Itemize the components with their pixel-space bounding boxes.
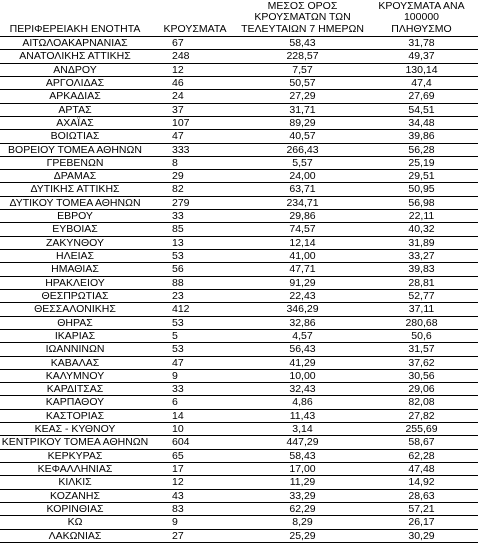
cell-cases: 8	[172, 156, 178, 169]
cell-cases: 29	[172, 170, 184, 183]
table-row	[0, 90, 478, 103]
cell-per100k: 22,11	[408, 210, 435, 223]
cell-cases: 333	[172, 143, 190, 156]
table-row	[0, 197, 478, 210]
cell-avg7: 12,14	[289, 236, 316, 249]
cell-region: ΓΡΕΒΕΝΩΝ	[46, 156, 104, 169]
cell-region: ΚΕΝΤΡΙΚΟΥ ΤΟΜΕΑ ΑΘΗΝΩΝ	[1, 436, 149, 449]
cell-avg7: 11,29	[289, 476, 316, 489]
cell-per100k: 50,6	[411, 329, 432, 342]
table-row	[0, 450, 478, 463]
cell-avg7: 24,00	[289, 170, 316, 183]
cell-per100k: 39,86	[408, 130, 435, 143]
cell-avg7: 41,00	[289, 250, 316, 262]
cell-region: ΚΑΛΥΜΝΟΥ	[45, 369, 105, 382]
cell-region: ΚΑΣΤΟΡΙΑΣ	[45, 409, 105, 422]
cell-cases: 279	[172, 196, 190, 209]
cell-region: ΗΜΑΘΙΑΣ	[51, 263, 99, 276]
cell-cases: 14	[172, 409, 184, 422]
table-row	[0, 50, 478, 63]
table-row	[0, 77, 478, 90]
cell-per100k: 54,51	[408, 103, 435, 116]
cell-avg7: 47,71	[289, 263, 316, 276]
cell-per100k: 47,48	[408, 463, 435, 475]
table-row	[0, 410, 478, 423]
table-body	[0, 37, 478, 543]
cell-per100k: 27,82	[408, 409, 435, 422]
cell-region: ΕΒΡΟΥ	[57, 210, 93, 223]
cell-per100k: 130,14	[405, 63, 438, 76]
cell-per100k: 62,28	[408, 449, 435, 462]
cell-region: ΚΑΒΑΛΑΣ	[50, 356, 100, 369]
cell-cases: 23	[172, 289, 184, 302]
cell-cases: 5	[172, 329, 178, 342]
cell-region: ΗΛΕΙΑΣ	[55, 250, 94, 262]
cell-avg7: 74,57	[289, 223, 316, 236]
cell-cases: 56	[172, 263, 184, 276]
cell-region: ΒΟΙΩΤΙΑΣ	[50, 130, 100, 143]
cell-per100k: 31,78	[408, 37, 435, 49]
cell-cases: 9	[172, 369, 178, 382]
table-row	[0, 263, 478, 276]
cell-cases: 604	[172, 436, 190, 449]
cell-cases: 10	[172, 423, 184, 436]
cell-cases: 24	[172, 90, 184, 103]
cell-region: ΑΝΔΡΟΥ	[53, 63, 97, 76]
cell-per100k: 255,69	[405, 423, 438, 436]
table-row	[0, 117, 478, 130]
table-row	[0, 463, 478, 476]
cell-avg7: 5,57	[292, 156, 313, 169]
cell-cases: 46	[172, 76, 184, 89]
header-region: ΠΕΡΙΦΕΡΕΙΑΚΗ ΕΝΟΤΗΤΑ	[9, 22, 141, 35]
cell-region: ΚΕΑΣ - ΚΥΘΝΟΥ	[34, 423, 116, 436]
cell-cases: 83	[172, 502, 184, 515]
header-avg7-line1: ΜΕΣΟΣ ΟΡΟΣ	[267, 0, 338, 12]
cell-avg7: 41,29	[289, 356, 316, 369]
cell-region: ΚΑΡΔΙΤΣΑΣ	[46, 383, 104, 396]
table-row	[0, 303, 478, 316]
cell-per100k: 49,37	[408, 50, 435, 63]
cell-per100k: 34,48	[408, 116, 435, 129]
cell-cases: 248	[172, 50, 190, 63]
cell-cases: 85	[172, 223, 184, 236]
cell-per100k: 28,63	[408, 489, 435, 502]
cell-avg7: 25,29	[289, 529, 316, 542]
cell-region: ΚΟΖΑΝΗΣ	[50, 489, 100, 502]
cell-cases: 53	[172, 250, 184, 262]
cell-per100k: 29,06	[408, 383, 435, 396]
cell-avg7: 32,43	[289, 383, 316, 396]
cell-per100k: 30,56	[408, 369, 435, 382]
cell-avg7: 31,71	[289, 103, 316, 116]
table-row	[0, 530, 478, 543]
cell-region: ΑΙΤΩΛΟΑΚΑΡΝΑΝΙΑΣ	[22, 37, 128, 49]
cell-cases: 33	[172, 210, 184, 223]
header-per100k-line2: ΠΛΗΘΥΣΜΟ	[391, 22, 452, 35]
cell-per100k: 33,27	[408, 250, 435, 262]
cell-avg7: 50,57	[289, 76, 316, 89]
table-row	[0, 383, 478, 396]
cell-region: ΕΥΒΟΙΑΣ	[52, 223, 98, 236]
cell-region: ΗΡΑΚΛΕΙΟΥ	[45, 276, 105, 289]
table-row	[0, 516, 478, 529]
cell-region: ΘΕΣΠΡΩΤΙΑΣ	[41, 289, 109, 302]
cell-cases: 12	[172, 63, 184, 76]
cell-per100k: 280,68	[405, 316, 438, 329]
cell-avg7: 58,43	[289, 37, 316, 49]
header-avg7	[240, 1, 365, 36]
cell-avg7: 234,71	[286, 196, 319, 209]
cell-per100k: 27,69	[408, 90, 435, 103]
cell-avg7: 11,43	[289, 409, 316, 422]
cell-per100k: 14,92	[408, 476, 435, 489]
table-row	[0, 503, 478, 516]
cell-avg7: 3,14	[292, 423, 313, 436]
cell-per100k: 50,95	[408, 183, 435, 196]
table-row	[0, 250, 478, 263]
cell-cases: 9	[172, 516, 178, 529]
cell-cases: 47	[172, 356, 184, 369]
cell-per100k: 26,17	[408, 516, 435, 529]
cell-region: ΑΧΑΪΑΣ	[56, 116, 94, 129]
table-row	[0, 290, 478, 303]
cell-avg7: 29,86	[289, 210, 316, 223]
cell-cases: 65	[172, 449, 184, 462]
table-row	[0, 37, 478, 50]
cell-cases: 43	[172, 489, 184, 502]
table-row	[0, 144, 478, 157]
cell-avg7: 32,86	[289, 316, 316, 329]
cell-per100k: 56,98	[408, 196, 435, 209]
cell-per100k: 28,81	[408, 276, 435, 289]
cell-per100k: 30,29	[408, 529, 435, 542]
cell-cases: 107	[172, 116, 190, 129]
cell-per100k: 58,67	[408, 436, 435, 449]
header-per100k-line1: ΚΡΟΥΣΜΑΤΑ ΑΝΑ 100000	[378, 0, 465, 23]
cell-avg7: 56,43	[289, 343, 316, 356]
cell-avg7: 58,43	[289, 449, 316, 462]
cell-avg7: 40,57	[289, 130, 316, 143]
cell-region: ΒΟΡΕΙΟΥ ΤΟΜΕΑ ΑΘΗΝΩΝ	[8, 143, 142, 156]
cell-cases: 88	[172, 276, 184, 289]
cell-region: ΙΚΑΡΙΑΣ	[54, 329, 96, 342]
cell-per100k: 47,4	[411, 76, 432, 89]
cell-avg7: 266,43	[286, 143, 319, 156]
table-row	[0, 343, 478, 356]
cell-per100k: 31,89	[408, 236, 435, 249]
cell-region: ΑΡΤΑΣ	[58, 103, 92, 116]
table-row	[0, 64, 478, 77]
table-row	[0, 210, 478, 223]
table-row	[0, 396, 478, 409]
table-row	[0, 436, 478, 449]
cell-per100k: 25,19	[408, 156, 435, 169]
table-row	[0, 490, 478, 503]
cell-cases: 13	[172, 236, 184, 249]
header-per100k	[365, 1, 478, 36]
cell-region: ΑΝΑΤΟΛΙΚΗΣ ΑΤΤΙΚΗΣ	[19, 50, 131, 63]
header-avg7-line2: ΚΡΟΥΣΜΑΤΩΝ ΤΩΝ	[254, 11, 351, 23]
cell-region: ΚΕΡΚΥΡΑΣ	[47, 449, 103, 462]
cell-avg7: 447,29	[286, 436, 319, 449]
table-row	[0, 183, 478, 196]
cell-per100k: 40,32	[408, 223, 435, 236]
table-row	[0, 476, 478, 489]
table-row	[0, 104, 478, 117]
cell-cases: 12	[172, 476, 184, 489]
cell-per100k: 52,77	[408, 289, 435, 302]
cell-avg7: 17,00	[289, 463, 316, 475]
cell-region: ΖΑΚΥΝΘΟΥ	[45, 236, 104, 249]
header-cases: ΚΡΟΥΣΜΑΤΑ	[163, 22, 227, 35]
cell-region: ΛΑΚΩΝΙΑΣ	[48, 529, 102, 542]
table-row	[0, 277, 478, 290]
cell-avg7: 4,86	[292, 396, 313, 409]
cell-avg7: 4,57	[292, 329, 313, 342]
cell-avg7: 62,29	[289, 502, 316, 515]
table-row	[0, 130, 478, 143]
cell-cases: 412	[172, 303, 190, 316]
cell-region: ΚΑΡΠΑΘΟΥ	[45, 396, 105, 409]
cell-region: ΑΡΚΑΔΙΑΣ	[49, 90, 101, 103]
table-row	[0, 157, 478, 170]
cell-region: ΔΥΤΙΚΗΣ ΑΤΤΙΚΗΣ	[30, 183, 120, 196]
cell-cases: 53	[172, 316, 184, 329]
cell-per100k: 31,57	[408, 343, 435, 356]
cell-region: ΚΙΛΚΙΣ	[58, 476, 92, 489]
cell-cases: 53	[172, 343, 184, 356]
cell-per100k: 29,51	[408, 170, 435, 183]
cell-avg7: 33,29	[289, 489, 316, 502]
cell-per100k: 39,83	[408, 263, 435, 276]
cell-cases: 47	[172, 130, 184, 143]
cell-cases: 37	[172, 103, 184, 116]
cell-avg7: 8,29	[292, 516, 313, 529]
cell-per100k: 37,62	[408, 356, 435, 369]
cell-cases: 6	[172, 396, 178, 409]
table-row	[0, 237, 478, 250]
cell-per100k: 56,28	[408, 143, 435, 156]
cell-region: ΙΩΑΝΝΙΝΩΝ	[45, 343, 105, 356]
cell-region: ΚΩ	[67, 516, 83, 529]
cell-region: ΔΥΤΙΚΟΥ ΤΟΜΕΑ ΑΘΗΝΩΝ	[9, 196, 141, 209]
cell-per100k: 57,21	[408, 502, 435, 515]
cell-per100k: 37,11	[408, 303, 435, 316]
table-row	[0, 317, 478, 330]
table-row	[0, 223, 478, 236]
table-row	[0, 330, 478, 343]
cell-avg7: 91,29	[289, 276, 316, 289]
cell-cases: 17	[172, 463, 184, 475]
table-row	[0, 170, 478, 183]
cell-region: ΔΡΑΜΑΣ	[53, 170, 97, 183]
cell-cases: 67	[172, 37, 184, 49]
cell-region: ΘΗΡΑΣ	[57, 316, 93, 329]
cell-per100k: 82,08	[408, 396, 435, 409]
header-avg7-line3: ΤΕΛΕΥΤΑΙΩΝ 7 ΗΜΕΡΩΝ	[241, 22, 364, 35]
cell-avg7: 346,29	[286, 303, 319, 316]
cell-avg7: 63,71	[289, 183, 316, 196]
cell-region: ΚΕΦΑΛΛΗΝΙΑΣ	[37, 463, 113, 475]
cell-cases: 27	[172, 529, 184, 542]
cell-region: ΚΟΡΙΝΘΙΑΣ	[46, 502, 104, 515]
table-row	[0, 423, 478, 436]
cell-avg7: 228,57	[286, 50, 319, 63]
cell-avg7: 22,43	[289, 289, 316, 302]
cell-region: ΘΕΣΣΑΛΟΝΙΚΗΣ	[34, 303, 116, 316]
table-row	[0, 357, 478, 370]
cell-cases: 33	[172, 383, 184, 396]
cell-region: ΑΡΓΟΛΙΔΑΣ	[45, 76, 105, 89]
table-header	[0, 0, 478, 37]
cell-avg7: 27,29	[289, 90, 316, 103]
cell-cases: 82	[172, 183, 184, 196]
cell-avg7: 7,57	[292, 63, 313, 76]
cell-avg7: 10,00	[289, 369, 316, 382]
cell-avg7: 89,29	[289, 116, 316, 129]
table-row	[0, 370, 478, 383]
